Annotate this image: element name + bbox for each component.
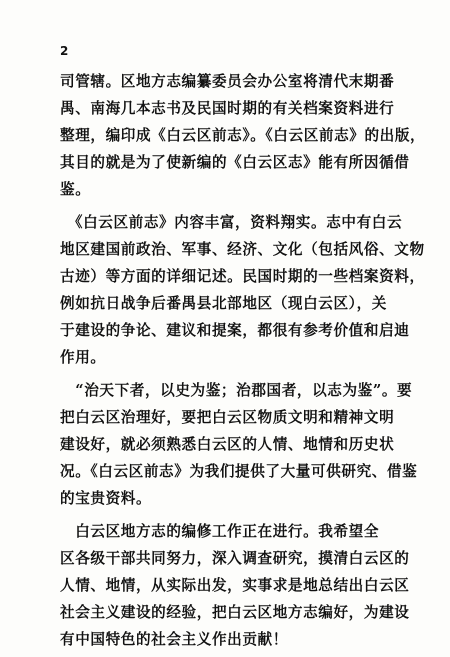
text-line: 《白云区前志》内容丰富，资料翔实。志中有白云 bbox=[60, 214, 403, 231]
text-line: 古迹）等方面的详细记述。民国时期的一些档案资料， bbox=[60, 268, 425, 285]
text-line: 把白云区治理好，要把白云区物质文明和精神文明 bbox=[60, 409, 395, 426]
text-line: 于建设的争论、建议和提案，都很有参考价值和启迪 bbox=[60, 322, 410, 339]
page-number: 2 bbox=[60, 44, 69, 58]
text-line: 禺、南海几本志书及民国时期的有关档案资料进行 bbox=[60, 100, 395, 117]
text-line: 白云区地方志的编修工作正在进行。我希望全 bbox=[60, 523, 380, 540]
text-line: 社会主义建设的经验，把白云区地方志编好，为建设 bbox=[60, 604, 410, 621]
text-line: 有中国特色的社会主义作出贡献！ bbox=[60, 631, 288, 648]
paragraph-3 bbox=[60, 377, 418, 512]
text-line: 鉴。 bbox=[60, 181, 91, 198]
text-line: 整理，编印成《白云区前志》。《白云区前志》的出版， bbox=[60, 127, 426, 144]
text-line: “治天下者，以史为鉴；治郡国者，以志为鉴”。要 bbox=[60, 382, 413, 399]
paragraph-4 bbox=[60, 518, 415, 653]
text-line: 司管辖。区地方志编纂委员会办公室将清代末期番 bbox=[60, 73, 395, 90]
text-line: 作用。 bbox=[60, 349, 106, 366]
paragraph-1 bbox=[60, 68, 426, 203]
text-line: 的宝贵资料。 bbox=[60, 490, 152, 507]
body-text bbox=[60, 68, 426, 653]
text-line: 建设好，就必须熟悉白云区的人情、地情和历史状 bbox=[60, 436, 395, 453]
paragraph-2 bbox=[60, 209, 425, 371]
text-line: 例如抗日战争后番禺县北部地区（现白云区），关 bbox=[60, 295, 387, 312]
text-line: 地区建国前政治、军事、经济、文化（包括风俗、文物 bbox=[60, 241, 425, 258]
text-line: 区各级干部共同努力，深入调查研究，摸清白云区的 bbox=[60, 550, 410, 567]
text-line: 其目的就是为了使新编的《白云区志》能有所因循借 bbox=[60, 154, 410, 171]
text-line: 人情、地情，从实际出发，实事求是地总结出白云区 bbox=[60, 577, 410, 594]
text-line: 况。《白云区前志》为我们提供了大量可供研究、借鉴 bbox=[60, 463, 418, 480]
